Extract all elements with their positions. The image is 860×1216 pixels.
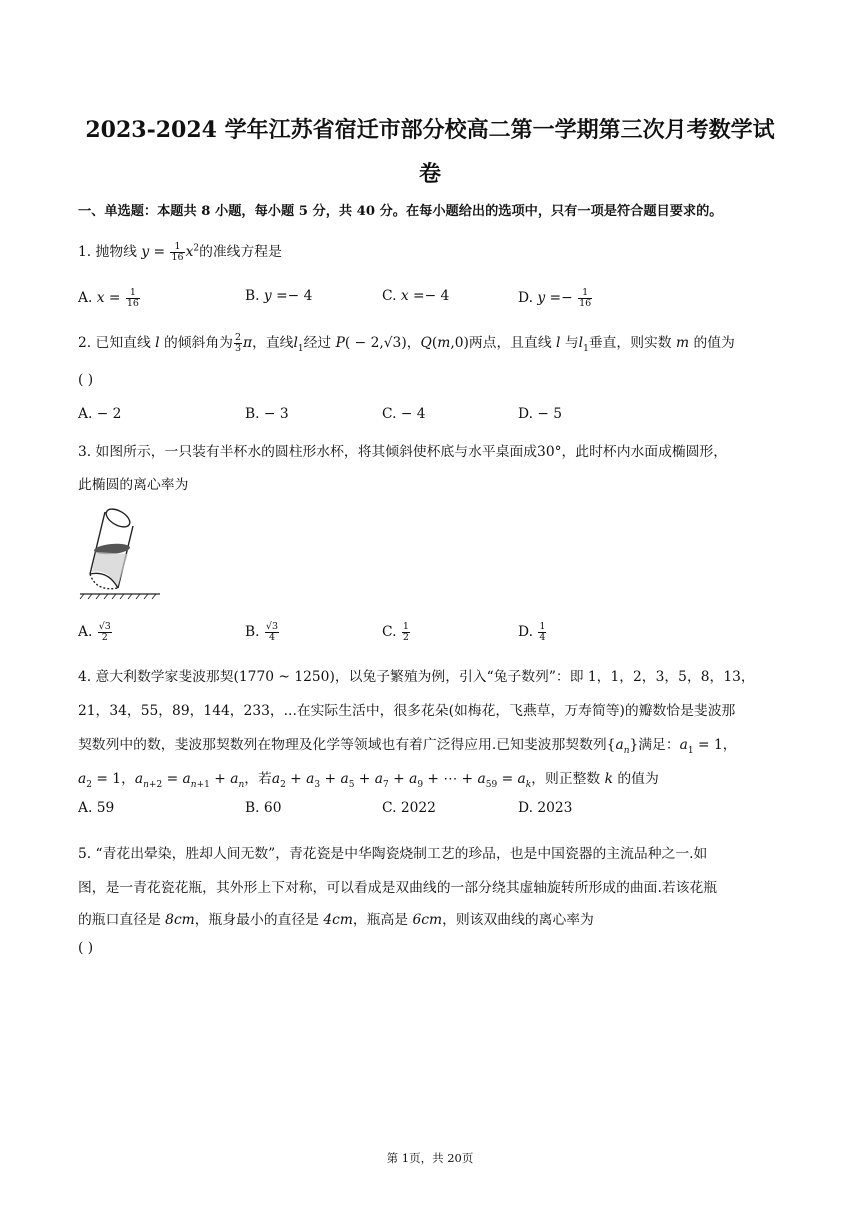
q2-paren: ( ) xyxy=(78,372,94,388)
q2-option-a[interactable]: A. − 2 xyxy=(78,406,122,422)
q1-option-b[interactable]: B. y =− 4 xyxy=(245,288,313,304)
q3-option-d[interactable]: D. $\frac{1}{4}$ xyxy=(518,621,546,643)
q4-line2: 21，34，55，89，144，233，...在实际生活中，很多花朵(如梅花，飞燕草，万寿简等)的瓣数恰是斐波那 xyxy=(78,703,736,719)
question-1: 1. 抛物线 y = $\frac{1}{16}$ $x^2$的准线方程是 xyxy=(78,241,282,263)
section-header: 一、单选题：本题共 8 小题，每小题 5 分，共 40 分。在每小题给出的选项中，只有一项是符合题目要求的。 xyxy=(78,204,723,219)
exam-title-line2: 卷 xyxy=(418,161,441,187)
fraction: $\frac{1}{16}$ xyxy=(171,241,184,263)
q5-line2: 图，是一青花瓷花瓶，其外形上下对称，可以看成是双曲线的一部分绕其虚轴旋转所形成的曲面.若该花瓶 xyxy=(78,880,718,896)
question-2: 2. 已知直线 l 的倾斜角为 $\frac{2}{3}$ π，直线$l_1$经过 P( − 2,√3)，Q(m,0)两点，且直线 l 与$l_1$垂直，则实数 m 的值为 xyxy=(78,332,735,354)
q1-option-c[interactable]: C. x =− 4 xyxy=(382,288,450,304)
q5-line1: 5. “青花出晕染，胜却人间无数”，青花瓷是中华陶瓷烧制工艺的珍品，也是中国瓷器的主流品种之一.如 xyxy=(78,846,708,862)
q1-prefix: 1. 抛物线 xyxy=(78,244,137,260)
q1-option-a[interactable]: A. x = $\frac{1}{16}$ xyxy=(78,287,139,309)
q2-option-c[interactable]: C. − 4 xyxy=(382,406,426,422)
q1-option-d[interactable]: D. y =− $\frac{1}{16}$ xyxy=(518,287,592,309)
q3-option-c[interactable]: C. $\frac{1}{2}$ xyxy=(382,621,409,643)
q4-line1: 4. 意大利数学家斐波那契(1770 ~ 1250)，以兔子繁殖为例，引入“兔子数列”：即 1，1，2，3，5，8，13， xyxy=(78,669,755,685)
q3-option-b[interactable]: B. $\frac{√3}{4}$ xyxy=(245,621,279,643)
q4-line3: 契数列中的数，斐波那契数列在物理及化学等领域也有着广泛得应用.已知斐波那契数列$\{a_n\}$满足：$a_1 = 1$， xyxy=(78,737,737,756)
q3-option-a[interactable]: A. $\frac{√3}{2}$ xyxy=(78,621,111,643)
q4-option-a[interactable]: A. 59 xyxy=(78,800,115,816)
q2-option-b[interactable]: B. − 3 xyxy=(245,406,289,422)
q3-line2: 此椭圆的离心率为 xyxy=(78,477,189,493)
q3-line1: 3. 如图所示，一只装有半杯水的圆柱形水杯，将其倾斜使杯底与水平桌面成30°，此时杯内水面成椭圆形， xyxy=(78,444,728,460)
q5-paren: ( ) xyxy=(78,940,94,956)
page-footer: 第 1页，共 20页 xyxy=(386,1151,474,1165)
q4-line4: $a_2 = 1$，$a_{n+2} = a_{n+1} + a_n$，若$a_2 + a_3 + a_5 + a_7 + a_9$ + ⋯ + $a_{59} = a_k$，则正整数 k 的值为 xyxy=(78,771,659,790)
q4-option-c[interactable]: C. 2022 xyxy=(382,800,436,816)
q2-option-d[interactable]: D. − 5 xyxy=(518,406,563,422)
q1-suffix: 的准线方程是 xyxy=(199,244,282,260)
q5-line3: 的瓶口直径是 8cm，瓶身最小的直径是 4cm，瓶高是 6cm，则该双曲线的离心率为 xyxy=(78,912,594,928)
tilted-cup-figure xyxy=(78,506,164,606)
exam-title-line1: 2023-2024 学年江苏省宿迁市部分校高二第一学期第三次月考数学试 xyxy=(85,117,775,143)
q4-option-d[interactable]: D. 2023 xyxy=(518,800,573,816)
q4-option-b[interactable]: B. 60 xyxy=(245,800,282,816)
